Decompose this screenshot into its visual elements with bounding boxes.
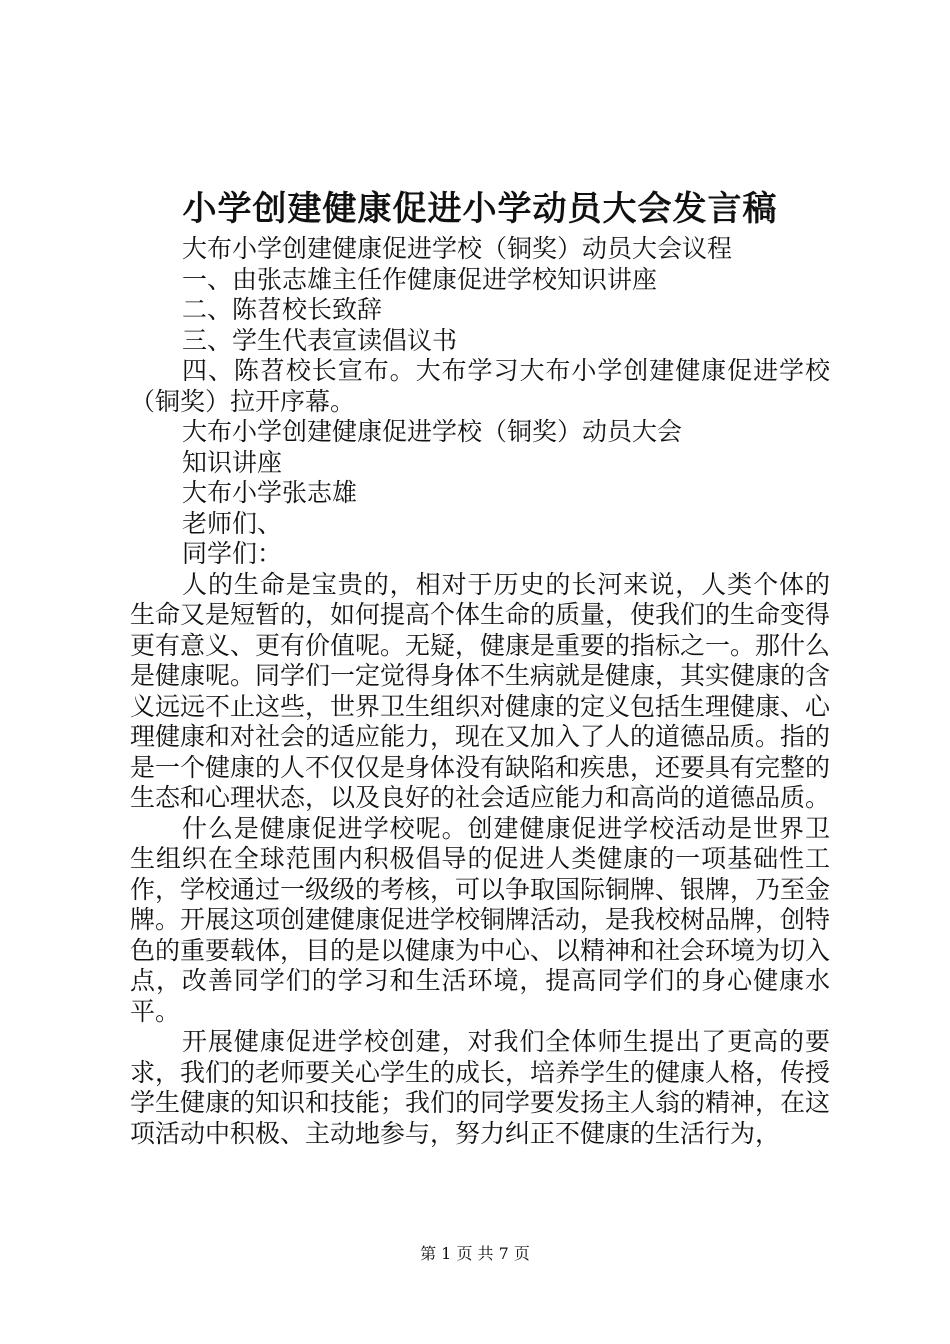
paragraph: 人的生命是宝贵的，相对于历史的长河来说，人类个体的生命又是短暂的，如何提高个体生命的质量，使我们的生命变得更有意义、更有价值呢。无疑，健康是重要的指标之一。那什么是健康呢。同学们一定觉得身体不生病就是健康，其实健康的含义远远不止这些，世界卫生组织对健康的定义包括生理健康、心理健康和对社会的适应能力，现在又加入了人的道德品质。指的是一个健康的人不仅仅是身体没有缺陷和疾患，还要具有完整的生态和心理状态，以及良好的社会适应能力和高尚的道德品质。 [130,569,831,812]
paragraph: 三、学生代表宣读倡议书 [182,325,458,355]
page-footer: 第 1 页 共 7 页 [420,1244,530,1263]
paragraph: 大布小学张志雄 [182,478,358,507]
paragraph: 什么是健康促进学校呢。创建健康促进学校活动是世界卫生组织在全球范围内积极倡导的促进人类健康的一项基础性工作，学校通过一级级的考核，可以争取国际铜牌、银牌，乃至金牌。开展这项创建健康促进学校铜牌活动，是我校树品牌，创特色的重要载体，目的是以健康为中心、以精神和社会环境为切入点，改善同学们的学习和生活环境，提高同学们的身心健康水平。 [130,813,831,1026]
paragraph: 大布小学创建健康促进学校（铜奖）动员大会 [182,417,683,446]
paragraph: 四、陈苕校长宣布。大布学习大布小学创建健康促进学校（铜奖）拉开序幕。 [130,356,830,416]
paragraph: 一、由张志雄主任作健康促进学校知识讲座 [182,264,658,294]
paragraph: 同学们： [182,539,283,568]
paragraph: 开展健康促进学校创建，对我们全体师生提出了更高的要求，我们的老师要关心学生的成长，培养学生的健康人格，传授学生健康的知识和技能；我们的同学要发扬主人翁的精神，在这项活动中积极、主动地参与，努力纠正不健康的生活行为， [130,1027,831,1148]
document-title: 小学创建健康促进小学动员大会发言稿 [182,189,778,229]
paragraph: 知识讲座 [182,447,283,477]
document-body [130,234,830,1149]
paragraph: 老师们、 [182,508,283,538]
paragraph: 大布小学创建健康促进学校（铜奖）动员大会议程 [182,234,733,263]
paragraph: 二、陈苕校长致辞 [182,295,383,324]
